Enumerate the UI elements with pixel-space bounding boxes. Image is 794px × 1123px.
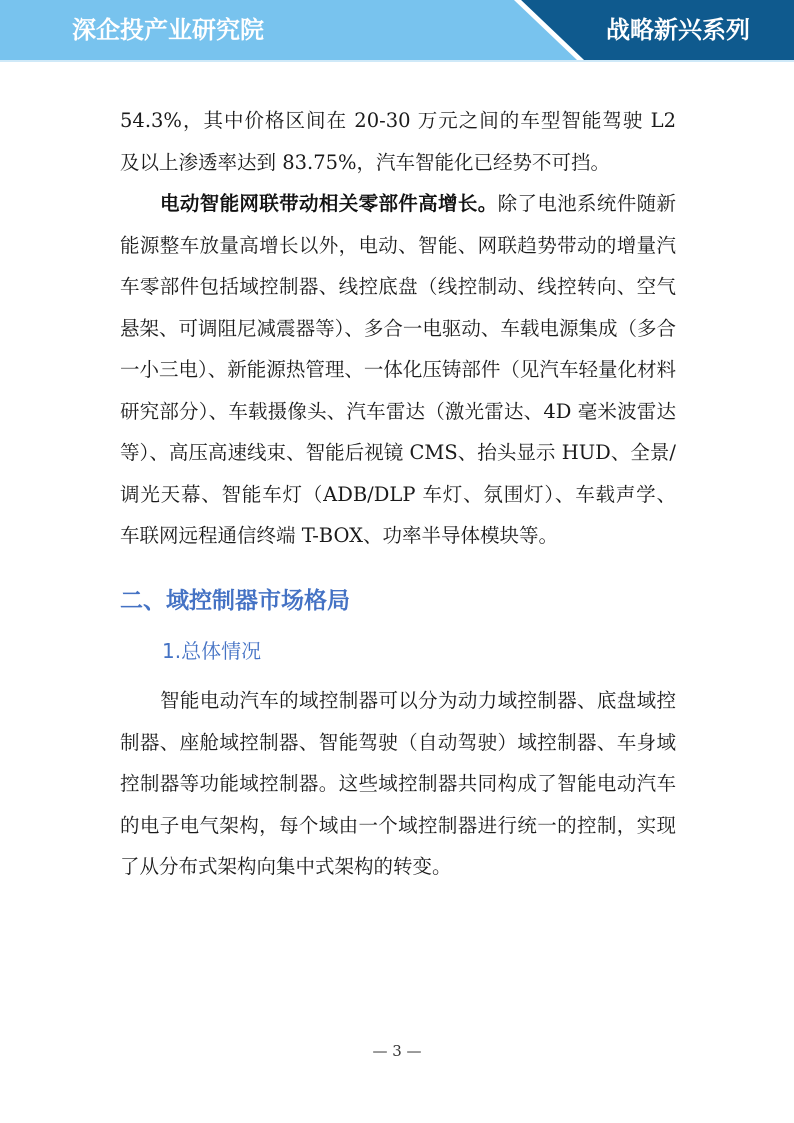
paragraph-components-growth <box>120 183 676 557</box>
body-section-1 <box>120 100 676 557</box>
paragraph-domain-controllers: 智能电动汽车的域控制器可以分为动力域控制器、底盘域控制器、座舱域控制器、智能驾驶（自动驾驶）域控制器、车身域控制器等功能域控制器。这些域控制器共同构成了智能电动汽车的电子电气架构，每个域由一个域控制器进行统一的控制，实现了从分布式架构向集中式架构的转变。 <box>120 689 676 878</box>
paragraph-body-text: 除了电池系统件随新能源整车放量高增长以外，电动、智能、网联趋势带动的增量汽车零部件包括域控制器、线控底盘（线控制动、线控转向、空气悬架、可调阻尼减震器等）、多合一电驱动、车载电源集成（多合一小三电）、新能源热管理、一体化压铸部件（见汽车轻量化材料研究部分）、车载摄像头、汽车雷达（激光雷达、4D 毫米波雷达等）、高压高速线束、智能后视镜 CMS、抬头显示 HUD、全景/调光天幕、智能车灯（ADB/DLP 车灯、氛围灯）、车载声学、车联网远程通信终端 T-BOX、功率半导体模块等。 <box>120 192 676 547</box>
paragraph-intelligence-penetration: 54.3%，其中价格区间在 20-30 万元之间的车型智能驾驶 L2 及以上渗透率达到 83.75%，汽车智能化已经势不可挡。 <box>120 109 676 174</box>
subsection-heading: 1.总体情况 <box>162 639 262 663</box>
section-heading: 二、域控制器市场格局 <box>120 588 350 614</box>
series-name: 战略新兴系列 <box>606 16 750 44</box>
institute-name: 深企投产业研究院 <box>72 16 264 44</box>
paragraph-lead-bold: 电动智能网联带动相关零部件高增长。 <box>160 192 498 215</box>
body-section-2 <box>120 680 676 888</box>
header-divider <box>0 60 794 62</box>
page-number: — 3 — <box>372 1042 422 1060</box>
